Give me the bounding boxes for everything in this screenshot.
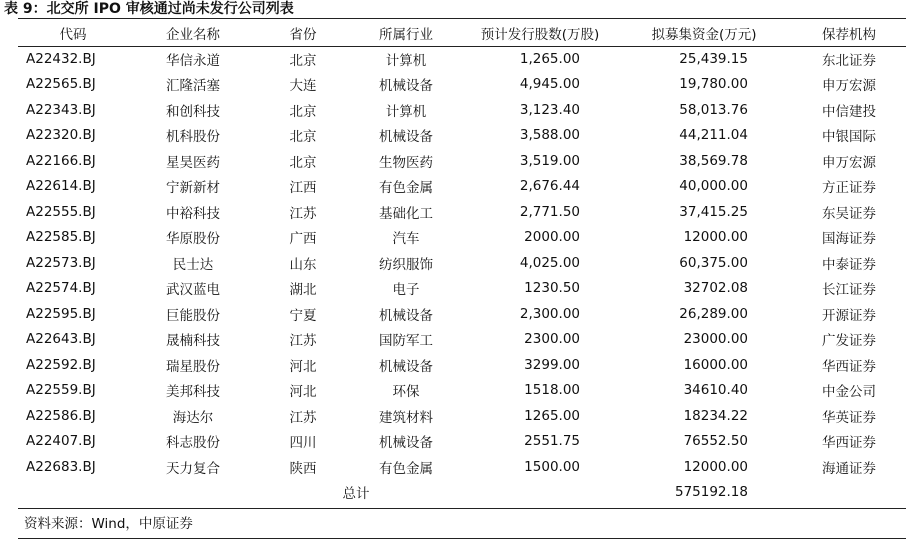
cell-province: 江西 [289,180,317,197]
cell-code: A22565.BJ [26,76,96,93]
cell-company: 科志股份 [166,435,220,452]
cell-company: 晟楠科技 [166,333,220,350]
top-rule [18,18,906,19]
table-row [18,454,906,480]
cell-industry: 有色金属 [379,460,433,477]
cell-industry: 汽车 [392,231,420,248]
cell-province: 北京 [289,103,317,120]
cell-funds: 58,013.76 [679,101,748,118]
cell-funds: 23000.00 [683,331,748,348]
cell-shares: 2,771.50 [519,203,580,220]
cell-shares: 1,265.00 [519,50,580,67]
cell-company: 华信永道 [166,52,220,69]
cell-code: A22407.BJ [26,433,96,450]
cell-company: 机科股份 [166,129,220,146]
cell-company: 海达尔 [172,409,214,426]
cell-sponsor: 长江证券 [822,282,876,299]
cell-sponsor: 中金公司 [822,384,876,401]
cell-funds: 37,415.25 [679,203,748,220]
col-header-company: 企业名称 [166,27,220,43]
cell-company: 星昊医药 [166,154,220,171]
cell-funds: 25,439.15 [679,50,748,67]
table-row [18,327,906,353]
cell-company: 中裕科技 [166,205,220,222]
cell-code: A22555.BJ [26,203,96,220]
cell-code: A22595.BJ [26,305,96,322]
cell-code: A22573.BJ [26,254,96,271]
cell-code: A22592.BJ [26,356,96,373]
cell-industry: 电子 [392,282,420,299]
cell-sponsor: 中信建投 [822,103,876,120]
cell-shares: 2551.75 [524,433,580,450]
cell-industry: 基础化工 [379,205,433,222]
cell-sponsor: 东吴证券 [822,205,876,222]
table-row [18,301,906,327]
cell-funds: 76552.50 [683,433,748,450]
cell-province: 大连 [289,78,317,95]
cell-province: 湖北 [289,282,317,299]
cell-shares: 2,300.00 [519,305,580,322]
table-row [18,72,906,98]
table-row [18,403,906,429]
cell-funds: 18234.22 [683,407,748,424]
cell-industry: 计算机 [385,103,427,120]
cell-funds: 16000.00 [683,356,748,373]
cell-province: 河北 [289,358,317,375]
cell-sponsor: 申万宏源 [822,154,876,171]
table-row [18,97,906,123]
cell-shares: 2000.00 [524,229,580,246]
cell-code: A22614.BJ [26,178,96,195]
col-header-industry: 所属行业 [379,27,433,43]
table-row [18,199,906,225]
table-title: 表 9：北交所 IPO 审核通过尚未发行公司列表 [4,1,294,17]
table-row [18,225,906,251]
cell-sponsor: 中泰证券 [822,256,876,273]
cell-industry: 纺织服饰 [379,256,433,273]
table-row [18,46,906,72]
table-row [18,276,906,302]
total-label: 总计 [342,486,370,503]
cell-company: 汇隆活塞 [166,78,220,95]
cell-province: 江苏 [289,205,317,222]
cell-sponsor: 开源证券 [822,307,876,324]
ipo-table [18,20,906,505]
source-note: 资料来源：Wind，中原证券 [24,516,193,532]
cell-shares: 1230.50 [524,280,580,297]
cell-company: 瑞星股份 [166,358,220,375]
cell-funds: 12000.00 [683,458,748,475]
cell-province: 陕西 [289,460,317,477]
cell-industry: 机械设备 [379,129,433,146]
table-row [18,174,906,200]
cell-shares: 3,588.00 [519,127,580,144]
table-body [18,46,906,480]
cell-funds: 34610.40 [683,382,748,399]
cell-funds: 19,780.00 [679,76,748,93]
cell-province: 山东 [289,256,317,273]
cell-sponsor: 广发证券 [822,333,876,350]
cell-company: 宁新新材 [166,180,220,197]
cell-company: 武汉蓝电 [166,282,220,299]
cell-sponsor: 方正证券 [822,180,876,197]
cell-code: A22643.BJ [26,331,96,348]
cell-code: A22586.BJ [26,407,96,424]
cell-company: 美邦科技 [166,384,220,401]
cell-industry: 机械设备 [379,78,433,95]
cell-company: 华原股份 [166,231,220,248]
bottom-rule [18,508,906,509]
cell-code: A22432.BJ [26,50,96,67]
col-header-funds: 拟募集资金(万元) [651,27,757,43]
source-rule [18,538,906,539]
cell-sponsor: 申万宏源 [822,78,876,95]
cell-industry: 机械设备 [379,435,433,452]
total-sponsor-empty [792,480,906,506]
table-row [18,378,906,404]
cell-code: A22320.BJ [26,127,96,144]
cell-code: A22574.BJ [26,280,96,297]
table-row [18,148,906,174]
cell-shares: 3,519.00 [519,152,580,169]
cell-code: A22585.BJ [26,229,96,246]
cell-code: A22343.BJ [26,101,96,118]
cell-code: A22166.BJ [26,152,96,169]
cell-company: 天力复合 [166,460,220,477]
cell-province: 江苏 [289,333,317,350]
cell-industry: 有色金属 [379,180,433,197]
cell-shares: 4,945.00 [519,76,580,93]
cell-industry: 机械设备 [379,307,433,324]
cell-province: 北京 [289,129,317,146]
cell-industry: 生物医药 [379,154,433,171]
cell-code: A22559.BJ [26,382,96,399]
cell-province: 江苏 [289,409,317,426]
cell-code: A22683.BJ [26,458,96,475]
cell-shares: 4,025.00 [519,254,580,271]
cell-sponsor: 华西证券 [822,358,876,375]
cell-company: 民士达 [172,256,214,273]
cell-sponsor: 华英证券 [822,409,876,426]
total-row [18,480,906,506]
cell-industry: 计算机 [385,52,427,69]
col-header-shares: 预计发行股数(万股) [480,27,600,43]
total-funds: 575192.18 [674,484,748,501]
cell-industry: 建筑材料 [379,409,433,426]
cell-shares: 2300.00 [524,331,580,348]
cell-industry: 国防军工 [379,333,433,350]
cell-funds: 12000.00 [683,229,748,246]
cell-funds: 26,289.00 [679,305,748,322]
cell-shares: 2,676.44 [519,178,580,195]
cell-province: 河北 [289,384,317,401]
cell-industry: 机械设备 [379,358,433,375]
cell-company: 巨能股份 [166,307,220,324]
cell-funds: 60,375.00 [679,254,748,271]
cell-province: 四川 [289,435,317,452]
total-shares-empty [464,480,616,506]
cell-shares: 1265.00 [524,407,580,424]
table-row [18,123,906,149]
col-header-province: 省份 [289,27,317,43]
cell-funds: 32702.08 [683,280,748,297]
cell-province: 广西 [289,231,317,248]
cell-sponsor: 东北证券 [822,52,876,69]
cell-province: 北京 [289,52,317,69]
col-header-code: 代码 [59,27,87,43]
header-row [18,20,906,46]
cell-shares: 1500.00 [524,458,580,475]
cell-province: 宁夏 [289,307,317,324]
cell-funds: 38,569.78 [679,152,748,169]
cell-funds: 40,000.00 [679,178,748,195]
cell-company: 和创科技 [166,103,220,120]
table-row [18,352,906,378]
cell-funds: 44,211.04 [679,127,748,144]
cell-sponsor: 海通证券 [822,460,876,477]
cell-sponsor: 华西证券 [822,435,876,452]
cell-sponsor: 中银国际 [822,129,876,146]
cell-province: 北京 [289,154,317,171]
cell-shares: 3,123.40 [519,101,580,118]
cell-shares: 1518.00 [524,382,580,399]
table-row [18,250,906,276]
cell-sponsor: 国海证券 [822,231,876,248]
col-header-sponsor: 保荐机构 [822,27,876,43]
cell-industry: 环保 [392,384,420,401]
table-row [18,429,906,455]
cell-shares: 3299.00 [524,356,580,373]
